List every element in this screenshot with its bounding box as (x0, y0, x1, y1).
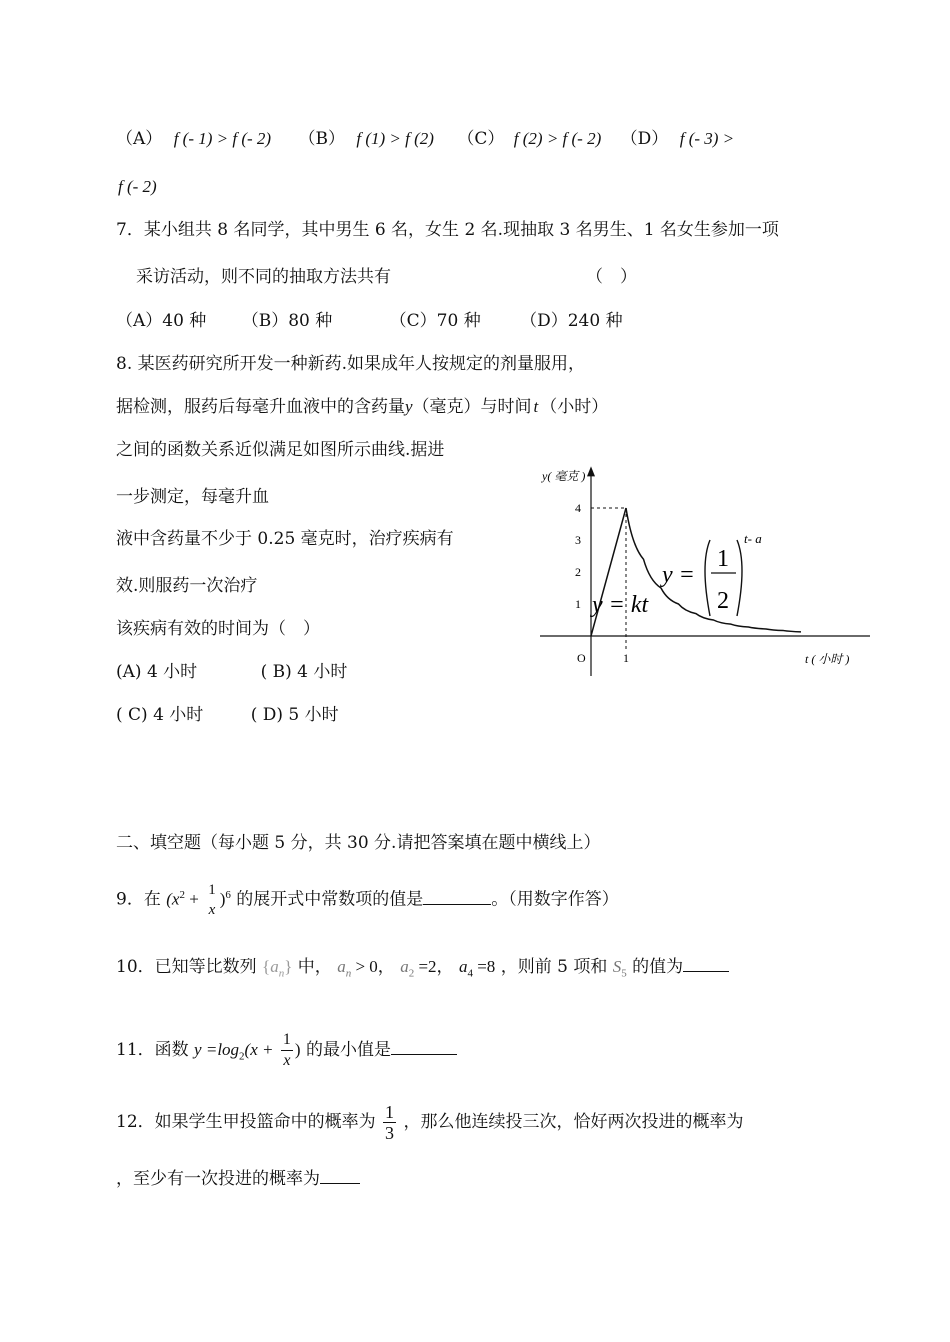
q12-row2 (116, 1165, 360, 1191)
q10-mid1: 中， (297, 957, 332, 977)
q12-frac-den: 3 (385, 1123, 395, 1143)
exp-formula-y: y = (662, 562, 695, 588)
exp-formula-power: t- a (744, 531, 762, 546)
q10-answer-blank[interactable] (683, 953, 729, 972)
x-tick-labels (623, 651, 629, 665)
q7-option-c: （C）70 种 (389, 311, 481, 331)
q6-option-c-expr: f (2) > f (- 2) (513, 129, 602, 148)
q10-cond2-rest: =2 (414, 957, 437, 976)
q8-options-row2 (116, 703, 339, 727)
q10-seq-brace-left: { (262, 957, 271, 976)
q8-text-line7: 该疾病有效的时间为（ ） (116, 619, 320, 639)
q11-frac-den: x (283, 1052, 291, 1069)
y-tick-1: 1 (575, 597, 581, 611)
q11-expr-log: y =log (194, 1040, 240, 1059)
y-tick-3: 3 (575, 533, 581, 547)
q8-line2-part-a: 据检测，服药后每毫升血液中的含药量 (116, 397, 405, 417)
q12-row (116, 1102, 743, 1143)
q8-text-line5: 液中含药量不少于 0.25 毫克时，治疗疾病有 (116, 529, 454, 549)
linear-formula-label: y = kt (592, 592, 649, 618)
q7-option-b: （B）80 种 (241, 311, 333, 331)
q10-cond3-sub: 4 (467, 967, 473, 980)
q7-answer-paren: （ ） (586, 267, 637, 287)
q7-text-line1: 7．某小组共 8 名同学，其中男生 6 名，女生 2 名.现抽取 3 名男生、1 名女生参加一项 (116, 220, 779, 240)
q6-option-d-continued: f (- 2) (118, 177, 157, 196)
q7-option-d: （D）240 种 (520, 311, 623, 331)
q9-prefix: 9．在 (116, 889, 161, 910)
x-axis-label: t ( 小时 ) (805, 652, 850, 666)
q6-option-d-expr: f (- 3) > (679, 129, 735, 148)
exp-formula-num: 1 (717, 546, 729, 572)
y-tick-4: 4 (575, 501, 581, 515)
q10-cond2-a: a (400, 957, 409, 976)
q6-option-b-label: （B） (298, 129, 345, 149)
q8-var-t: t (533, 397, 539, 416)
q8-option-b: ( B) 4 小时 (260, 662, 348, 682)
q10-cond3-rest: =8 (472, 957, 496, 976)
q6-option-a-label: （A） (116, 129, 163, 149)
q8-text-line4: 一步测定，每毫升血 (116, 487, 269, 507)
q8-option-a: (A) 4 小时 (116, 662, 198, 682)
q7-text-line2: 采访活动，则不同的抽取方法共有 (136, 267, 391, 287)
exp-left-paren (705, 540, 710, 616)
q8-line2-part-b: （毫克）与时间 (412, 397, 532, 417)
q11-frac-num: 1 (281, 1030, 293, 1051)
q11-row (116, 1030, 457, 1071)
q9-expr-close: ) (219, 889, 226, 909)
q8-text-line2 (116, 395, 608, 419)
q6-option-b-expr: f (1) > f (2) (356, 129, 434, 148)
q12-suffix: ，那么他连续投三次，恰好两次投进的概率为 (403, 1112, 744, 1132)
q12-prefix: 12．如果学生甲投篮命中的概率为 (116, 1112, 376, 1132)
q10-mid2: ，则前 5 项和 (500, 957, 608, 977)
q10-sep1: ， (377, 957, 395, 977)
q9-row (116, 880, 619, 920)
q6-option-d-label: （D） (620, 129, 669, 149)
q8-options-row1 (116, 660, 347, 684)
q10-prefix: 10．已知等比数列 (116, 957, 257, 977)
q9-suffix: 的展开式中常数项的值是 (236, 889, 424, 910)
q10-sum-s: S (612, 957, 622, 976)
dose-curve-chart (530, 448, 870, 678)
exp-right-paren (737, 540, 742, 616)
q10-seq-a: a (270, 957, 279, 976)
q8-line2-part-c: （小时） (540, 397, 609, 417)
q9-frac-num: 1 (208, 882, 216, 898)
q12-frac-num: 1 (385, 1102, 395, 1122)
q11-answer-blank[interactable] (391, 1036, 457, 1055)
section-2-heading: 二、填空题（每小题 5 分，共 30 分.请把答案填在题中横线上） (116, 833, 601, 853)
q7-option-a: （A）40 种 (116, 311, 207, 331)
q11-fraction (281, 1030, 293, 1071)
q10-seq-brace-right: } (284, 957, 293, 976)
q9-end: 。（用数字作答） (491, 889, 619, 910)
q8-text-line1: 8. 某医药研究所开发一种新药.如果成年人按规定的剂量服用， (116, 354, 586, 374)
q10-sum-sub: 5 (621, 967, 627, 980)
q9-expr-square: 2 (179, 888, 185, 901)
q9-expr-open: (x (166, 889, 180, 909)
q10-cond1-sub: n (345, 967, 352, 980)
q12-line2: ，至少有一次投进的概率为 (116, 1169, 320, 1189)
q10-cond1-a: a (337, 957, 346, 976)
y-tick-labels (575, 501, 581, 611)
q6-option-c-label: （C） (457, 129, 505, 149)
exponential-decay-curve (626, 508, 801, 632)
q11-suffix: 的最小值是 (305, 1040, 391, 1060)
q9-fraction (206, 880, 218, 920)
q9-expr-power: 6 (225, 888, 231, 901)
q10-cond3-a: a (458, 957, 468, 976)
q9-expr-plus: + (184, 889, 199, 909)
q12-answer-blank[interactable] (320, 1165, 360, 1184)
q8-option-c: ( C) 4 小时 (116, 705, 204, 725)
q8-text-line6: 效.则服药一次治疗 (116, 576, 258, 596)
q8-option-d: ( D) 5 小时 (250, 705, 339, 725)
y-tick-2: 2 (575, 565, 581, 579)
q6-option-a-expr: f (- 1) > f (- 2) (173, 129, 272, 148)
q12-fraction (383, 1102, 396, 1143)
y-axis-arrow (587, 466, 595, 476)
q11-prefix: 11．函数 (116, 1040, 189, 1060)
q11-log-base: 2 (239, 1050, 245, 1063)
q8-text-line3: 之间的函数关系近似满足如图所示曲线.据进 (116, 440, 445, 460)
x-tick-1: 1 (623, 651, 629, 665)
origin-label: O (577, 651, 586, 665)
q8-var-y: y (405, 397, 413, 416)
q6-options-row (116, 127, 734, 151)
q10-sep2: ， (436, 957, 454, 977)
exp-formula-den: 2 (717, 588, 729, 614)
q9-frac-den: x (208, 902, 216, 918)
q7-options-row (116, 309, 623, 333)
q11-expr-close: ) (294, 1040, 301, 1059)
q11-expr (194, 1040, 274, 1063)
q10-suffix: 的值为 (632, 957, 684, 977)
q10-row (116, 953, 729, 985)
q9-answer-blank[interactable] (423, 886, 491, 905)
q11-expr-arg: (x + (244, 1040, 274, 1059)
q10-cond2-sub: 2 (408, 967, 415, 980)
y-axis-label: y( 毫克 ) (542, 469, 586, 483)
q10-cond1-rest: > 0 (351, 957, 378, 976)
q10-seq-sub: n (278, 967, 285, 980)
